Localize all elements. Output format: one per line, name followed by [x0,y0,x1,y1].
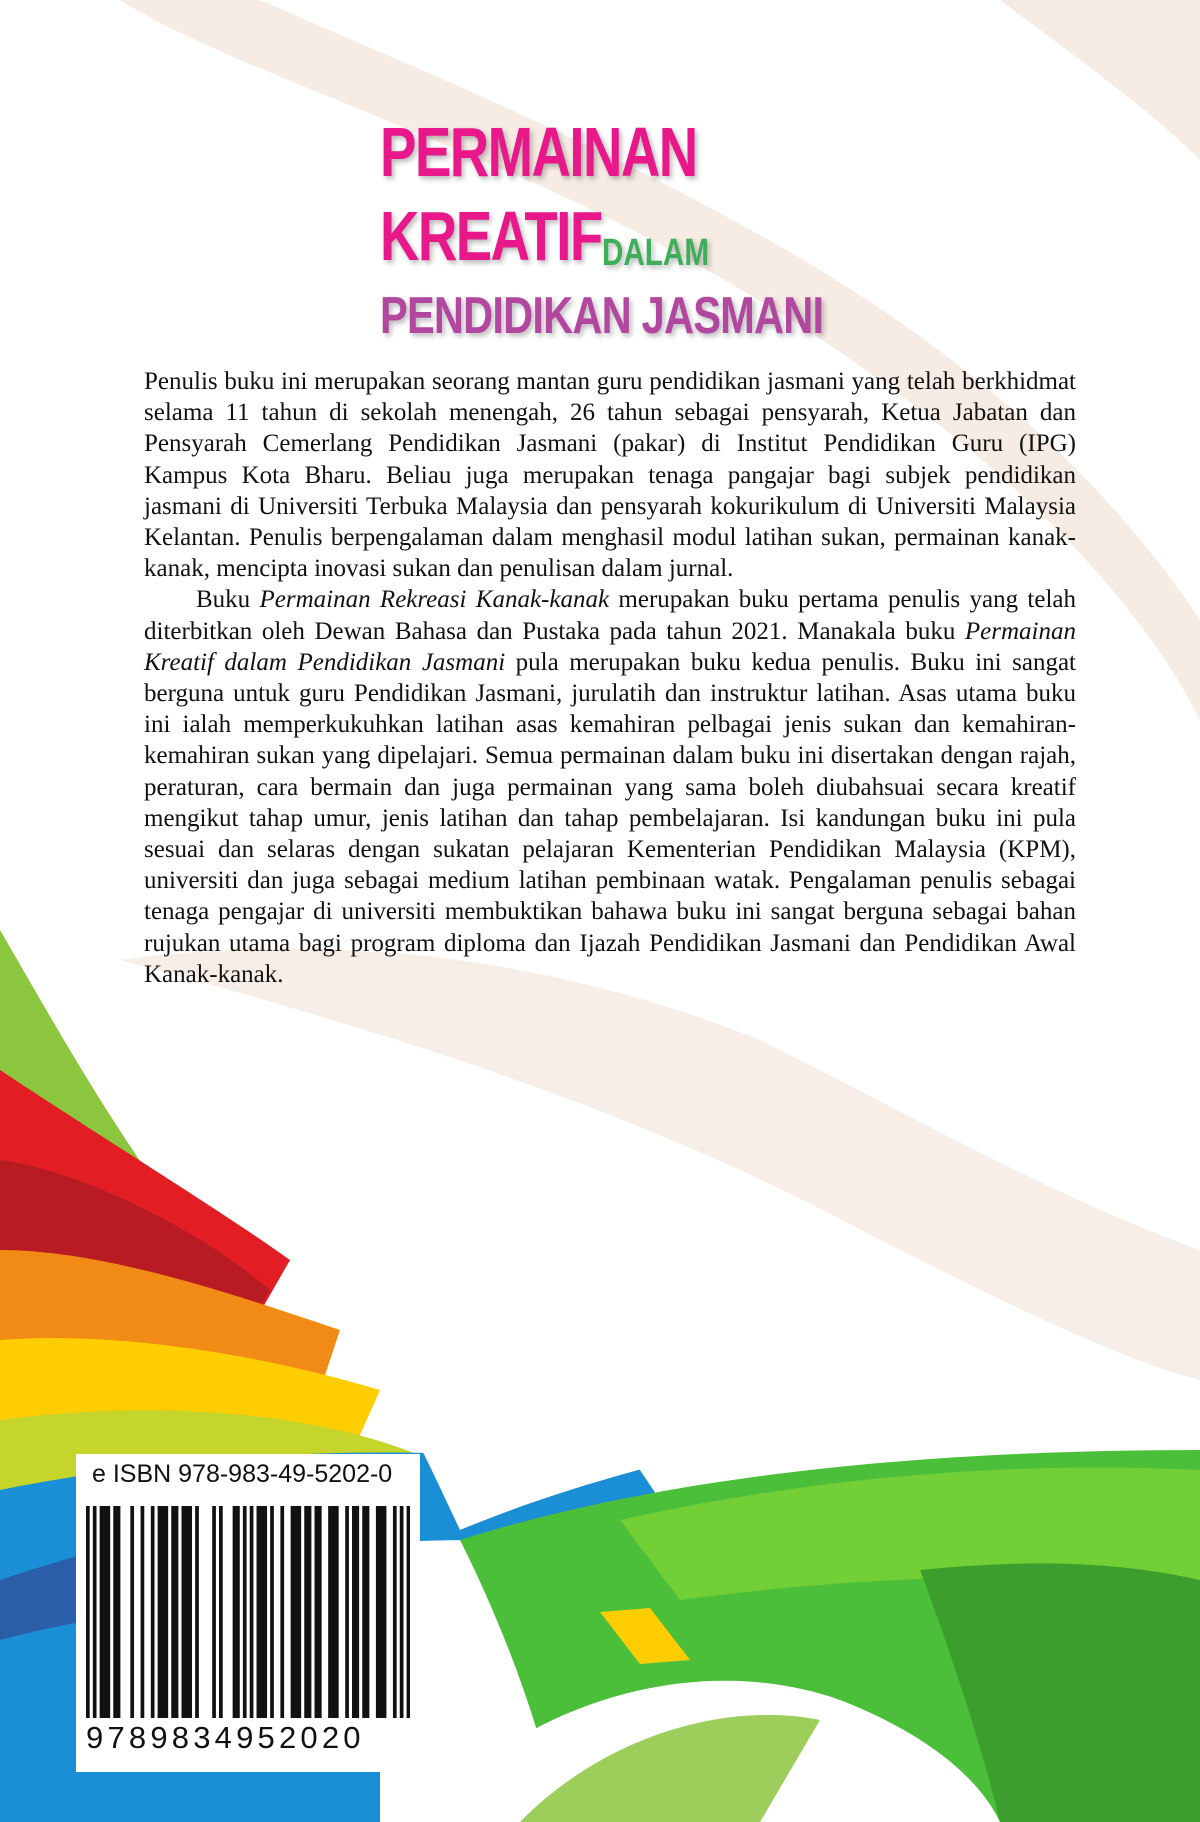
barcode-bar [181,1506,185,1718]
barcode-bar [243,1506,247,1718]
barcode-bar [141,1506,145,1718]
barcode-bar [103,1506,107,1718]
barcode-bar [171,1506,175,1718]
barcode-bar [185,1506,189,1718]
barcode-bar [236,1506,240,1718]
barcode-bar [400,1506,404,1718]
barcode-bar [280,1506,284,1718]
title-word-dalam: DALAM [602,232,710,274]
barcode-bar [393,1506,397,1718]
barcode-bar [151,1506,155,1718]
barcode-bar [328,1506,332,1718]
barcode-bar [263,1506,267,1718]
barcode-bar [383,1506,387,1718]
paragraph-2-text-c: pula merupakan buku kedua penulis. Buku ini sangat berguna untuk guru Pendidikan Jasmani, jurulatih dan instruktur latihan. Asas utama buku ini ialah memperkukuhkan latihan asas kemahiran pelbagai jenis sukan dan kemahiran-kemahiran sukan yang dipelajari. Semua permainan dalam buku ini disertakan dengan rajah, peraturan, cara bermain dan juga permainan yang sama boleh diubahsuai secara kreatif mengikut tahap umur, jenis latihan dan tahap pembelajaran. Isi kandungan buku ini pula sesuai dan selaras dengan sukatan pelajaran Kementerian Pendidikan Malaysia (KPM), universiti dan juga sebagai medium latihan pembinaan watak. Pengalaman penulis sebagai tenaga pengajar di universiti membuktikan bahawa buku ini sangat berguna sebagai bahan rujukan utama bagi program diploma dan Ijazah Pendidikan Jasmani dan Pendidikan Awal Kanak-kanak. [144,648,1076,988]
barcode-bar [257,1506,261,1718]
barcode-bar [315,1506,319,1718]
barcode-image [86,1506,410,1718]
barcode-bar [188,1506,192,1718]
barcode-bar [161,1506,165,1718]
barcode-bar [308,1506,312,1718]
isbn-label: e ISBN 978-983-49-5202-0 [92,1460,393,1488]
barcode-bar [113,1506,117,1718]
title-line-pendidikan-jasmani: PENDIDIKAN JASMANI [380,287,824,345]
barcode-bar [304,1506,308,1718]
barcode-bar [366,1506,370,1718]
isbn-barcode-box [76,1454,420,1772]
book-description [144,366,1076,990]
barcode-bar [86,1506,90,1718]
barcode-bar [260,1506,264,1718]
barcode-bar [130,1506,134,1718]
barcode-bar [100,1506,104,1718]
barcode-bar [335,1506,339,1718]
barcode-bar [233,1506,237,1718]
barcode-bar [379,1506,383,1718]
barcode-bar [106,1506,110,1718]
barcode-bar [332,1506,336,1718]
title-line-permainan: PERMAINAN [380,113,697,191]
barcode-bar [219,1506,223,1718]
barcode-bar [352,1506,356,1718]
barcode-bar [291,1506,295,1718]
paragraph-2-text-a: Buku [196,586,260,614]
description-paragraph-2 [144,584,1076,990]
barcode-bar [345,1506,349,1718]
paragraph-2-text-b: merupakan buku pertama penulis yang telah diterbitkan oleh Dewan Bahasa dan Pustaka pada tahun 2021. Manakala buku [144,586,1076,645]
barcode-bar [212,1506,216,1718]
barcode-bar [164,1506,168,1718]
barcode-bar [175,1506,179,1718]
barcode-bar [294,1506,298,1718]
description-paragraph-1: Penulis buku ini merupakan seorang mantan guru pendidikan jasmani yang telah berkhidmat selama 11 tahun di sekolah menengah, 26 tahun sebagai pensyarah, Ketua Jabatan dan Pensyarah Cemerlang Pendidikan Jasmani (pakar) di Institut Pendidikan Guru (IPG) Kampus Kota Bharu. Beliau juga merupakan tenaga pangajar bagi subjek pendidikan jasmani di Universiti Terbuka Malaysia dan pensyarah kokurikulum di Universiti Malaysia Kelantan. Penulis berpengalaman dalam menghasil modul latihan sukan, permainan kanak-kanak, mencipta inovasi sukan dan penulisan dalam jurnal. [144,368,1076,583]
book-title-italic-2: Permainan Kreatif dalam Pendidikan Jasmani [144,617,1076,676]
barcode-bar [117,1506,121,1718]
barcode-bar [270,1506,274,1718]
barcode-bar [355,1506,359,1718]
title-line-kreatif: KREATIF [380,197,602,275]
barcode-bar [158,1506,162,1718]
book-title-italic-1: Permainan Rekreasi Kanak-kanak [259,586,610,614]
barcode-bar [318,1506,322,1718]
barcode-bar [93,1506,97,1718]
barcode-bar [195,1506,199,1718]
barcode-bar [250,1506,254,1718]
barcode-bar [407,1506,410,1718]
barcode-bar [297,1506,301,1718]
barcode-bar [362,1506,366,1718]
barcode-digits: 9789834952020 [86,1720,365,1755]
book-title [0,0,1200,360]
barcode-bar [376,1506,380,1718]
